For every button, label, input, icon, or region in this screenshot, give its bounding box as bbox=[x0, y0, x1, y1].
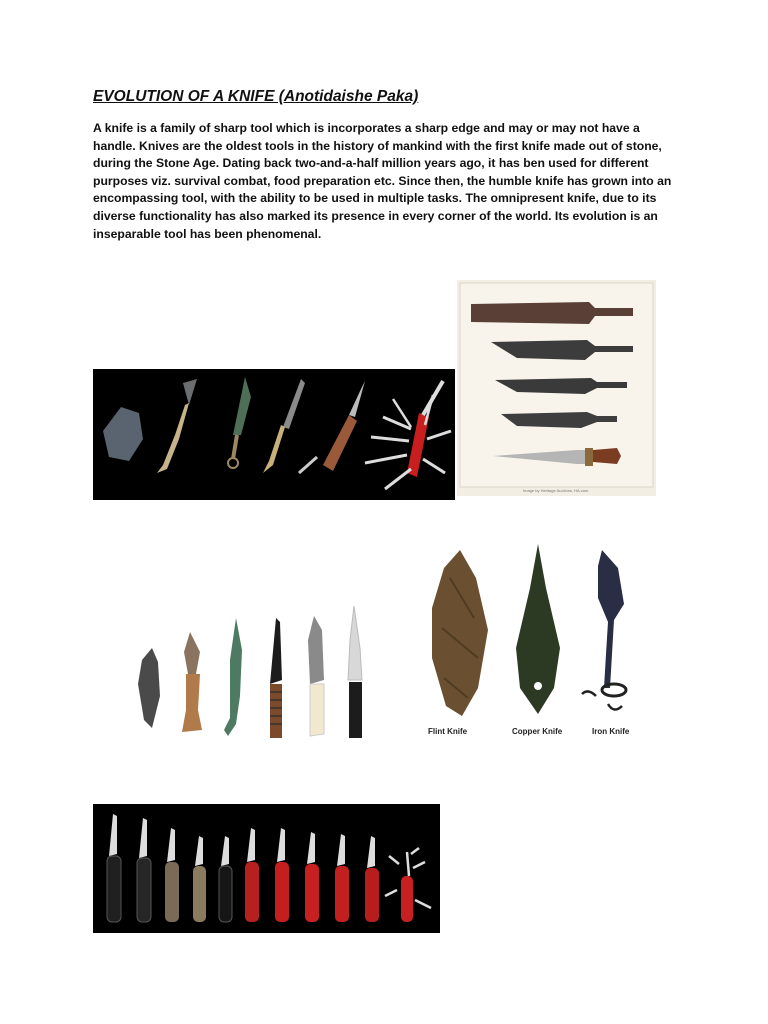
ancient-knives-photo bbox=[418, 538, 650, 743]
document-title: EVOLUTION OF A KNIFE (Anotidaishe Paka) bbox=[93, 88, 419, 105]
caption-copper-knife: Copper Knife bbox=[512, 727, 563, 736]
caption-flint-knife: Flint Knife bbox=[428, 727, 468, 736]
knife-progression-photo bbox=[130, 600, 370, 745]
caption-iron-knife: Iron Knife bbox=[592, 727, 630, 736]
mounted-blades-photo bbox=[457, 280, 656, 496]
intro-paragraph: A knife is a family of sharp tool which is incorporates a sharp edge and may or may not have a handle. Knives are the oldest tools in the history of mankind with the first knife made out of stone, during the Stone Age. Dating back two-and-a-half million years ago, it has ben used for different purposes viz. survival combat, food preparation etc. Since then, the humble knife has grown into an encompassing tool, with the ability to be used in multiple tasks. The omnipresent knife, due to its diverse functionality has also marked its presence in every corner of the world. Its evolution is an inseparable tool has been phenomenal. bbox=[93, 121, 672, 241]
knife-evolution-photo bbox=[93, 369, 455, 500]
pocket-knives-photo bbox=[93, 804, 440, 933]
image-credit: Image by Heritage Auctions, HA.com bbox=[523, 488, 589, 493]
